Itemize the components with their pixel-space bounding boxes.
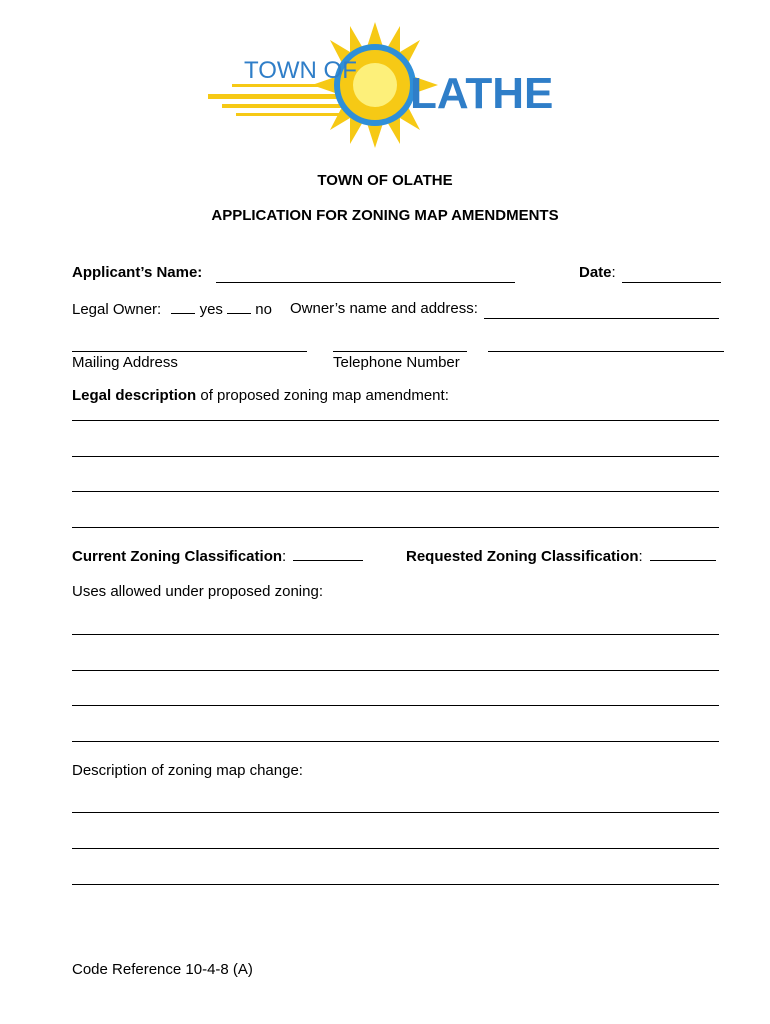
no-label: no: [255, 301, 272, 318]
uses-allowed-line-4[interactable]: [72, 741, 719, 742]
uses-allowed-line-1[interactable]: [72, 634, 719, 635]
code-reference: Code Reference 10-4-8 (A): [72, 961, 253, 978]
telephone-label: Telephone Number: [333, 354, 460, 371]
legal-description-line-1[interactable]: [72, 420, 719, 421]
description-line-1[interactable]: [72, 812, 719, 813]
applicant-name-label: Applicant’s Name:: [72, 264, 203, 281]
logo-text-top: TOWN OF: [244, 57, 357, 84]
page-subtitle: APPLICATION FOR ZONING MAP AMENDMENTS: [211, 207, 559, 224]
current-zoning-field[interactable]: [293, 547, 363, 561]
legal-description-line-4[interactable]: [72, 527, 719, 528]
mailing-address-label: Mailing Address: [72, 354, 178, 371]
requested-zoning-label: Requested Zoning Classification: [406, 548, 639, 565]
owner-name-address-label: Owner’s name and address:: [290, 300, 478, 317]
owner-address-continuation-field[interactable]: [488, 351, 724, 352]
uses-allowed-line-3[interactable]: [72, 705, 719, 706]
uses-allowed-label: Uses allowed under proposed zoning:: [72, 583, 323, 600]
sun-core: [353, 63, 397, 107]
legal-description-label: Legal description of proposed zoning map amendment:: [72, 387, 449, 404]
owner-name-address-field[interactable]: [484, 318, 719, 319]
yes-label: yes: [199, 301, 223, 318]
description-label: Description of zoning map change:: [72, 762, 303, 779]
uses-allowed-line-2[interactable]: [72, 670, 719, 671]
page-title: TOWN OF OLATHE: [317, 172, 453, 189]
mailing-address-field[interactable]: [72, 351, 307, 352]
description-line-3[interactable]: [72, 884, 719, 885]
applicant-name-field[interactable]: [216, 282, 515, 283]
logo-text-main: LATHE: [410, 69, 554, 118]
date-field[interactable]: [622, 282, 721, 283]
town-of-olathe-logo: [200, 20, 580, 150]
legal-description-line-2[interactable]: [72, 456, 719, 457]
legal-owner-label: Legal Owner:: [72, 301, 162, 318]
telephone-field[interactable]: [333, 351, 467, 352]
date-label: Date: [579, 264, 612, 281]
description-line-2[interactable]: [72, 848, 719, 849]
legal-owner-yes-field[interactable]: [171, 300, 195, 314]
current-zoning-label: Current Zoning Classification: [72, 548, 283, 565]
legal-description-line-3[interactable]: [72, 491, 719, 492]
requested-zoning-field[interactable]: [650, 547, 716, 561]
legal-owner-no-field[interactable]: [227, 300, 251, 314]
